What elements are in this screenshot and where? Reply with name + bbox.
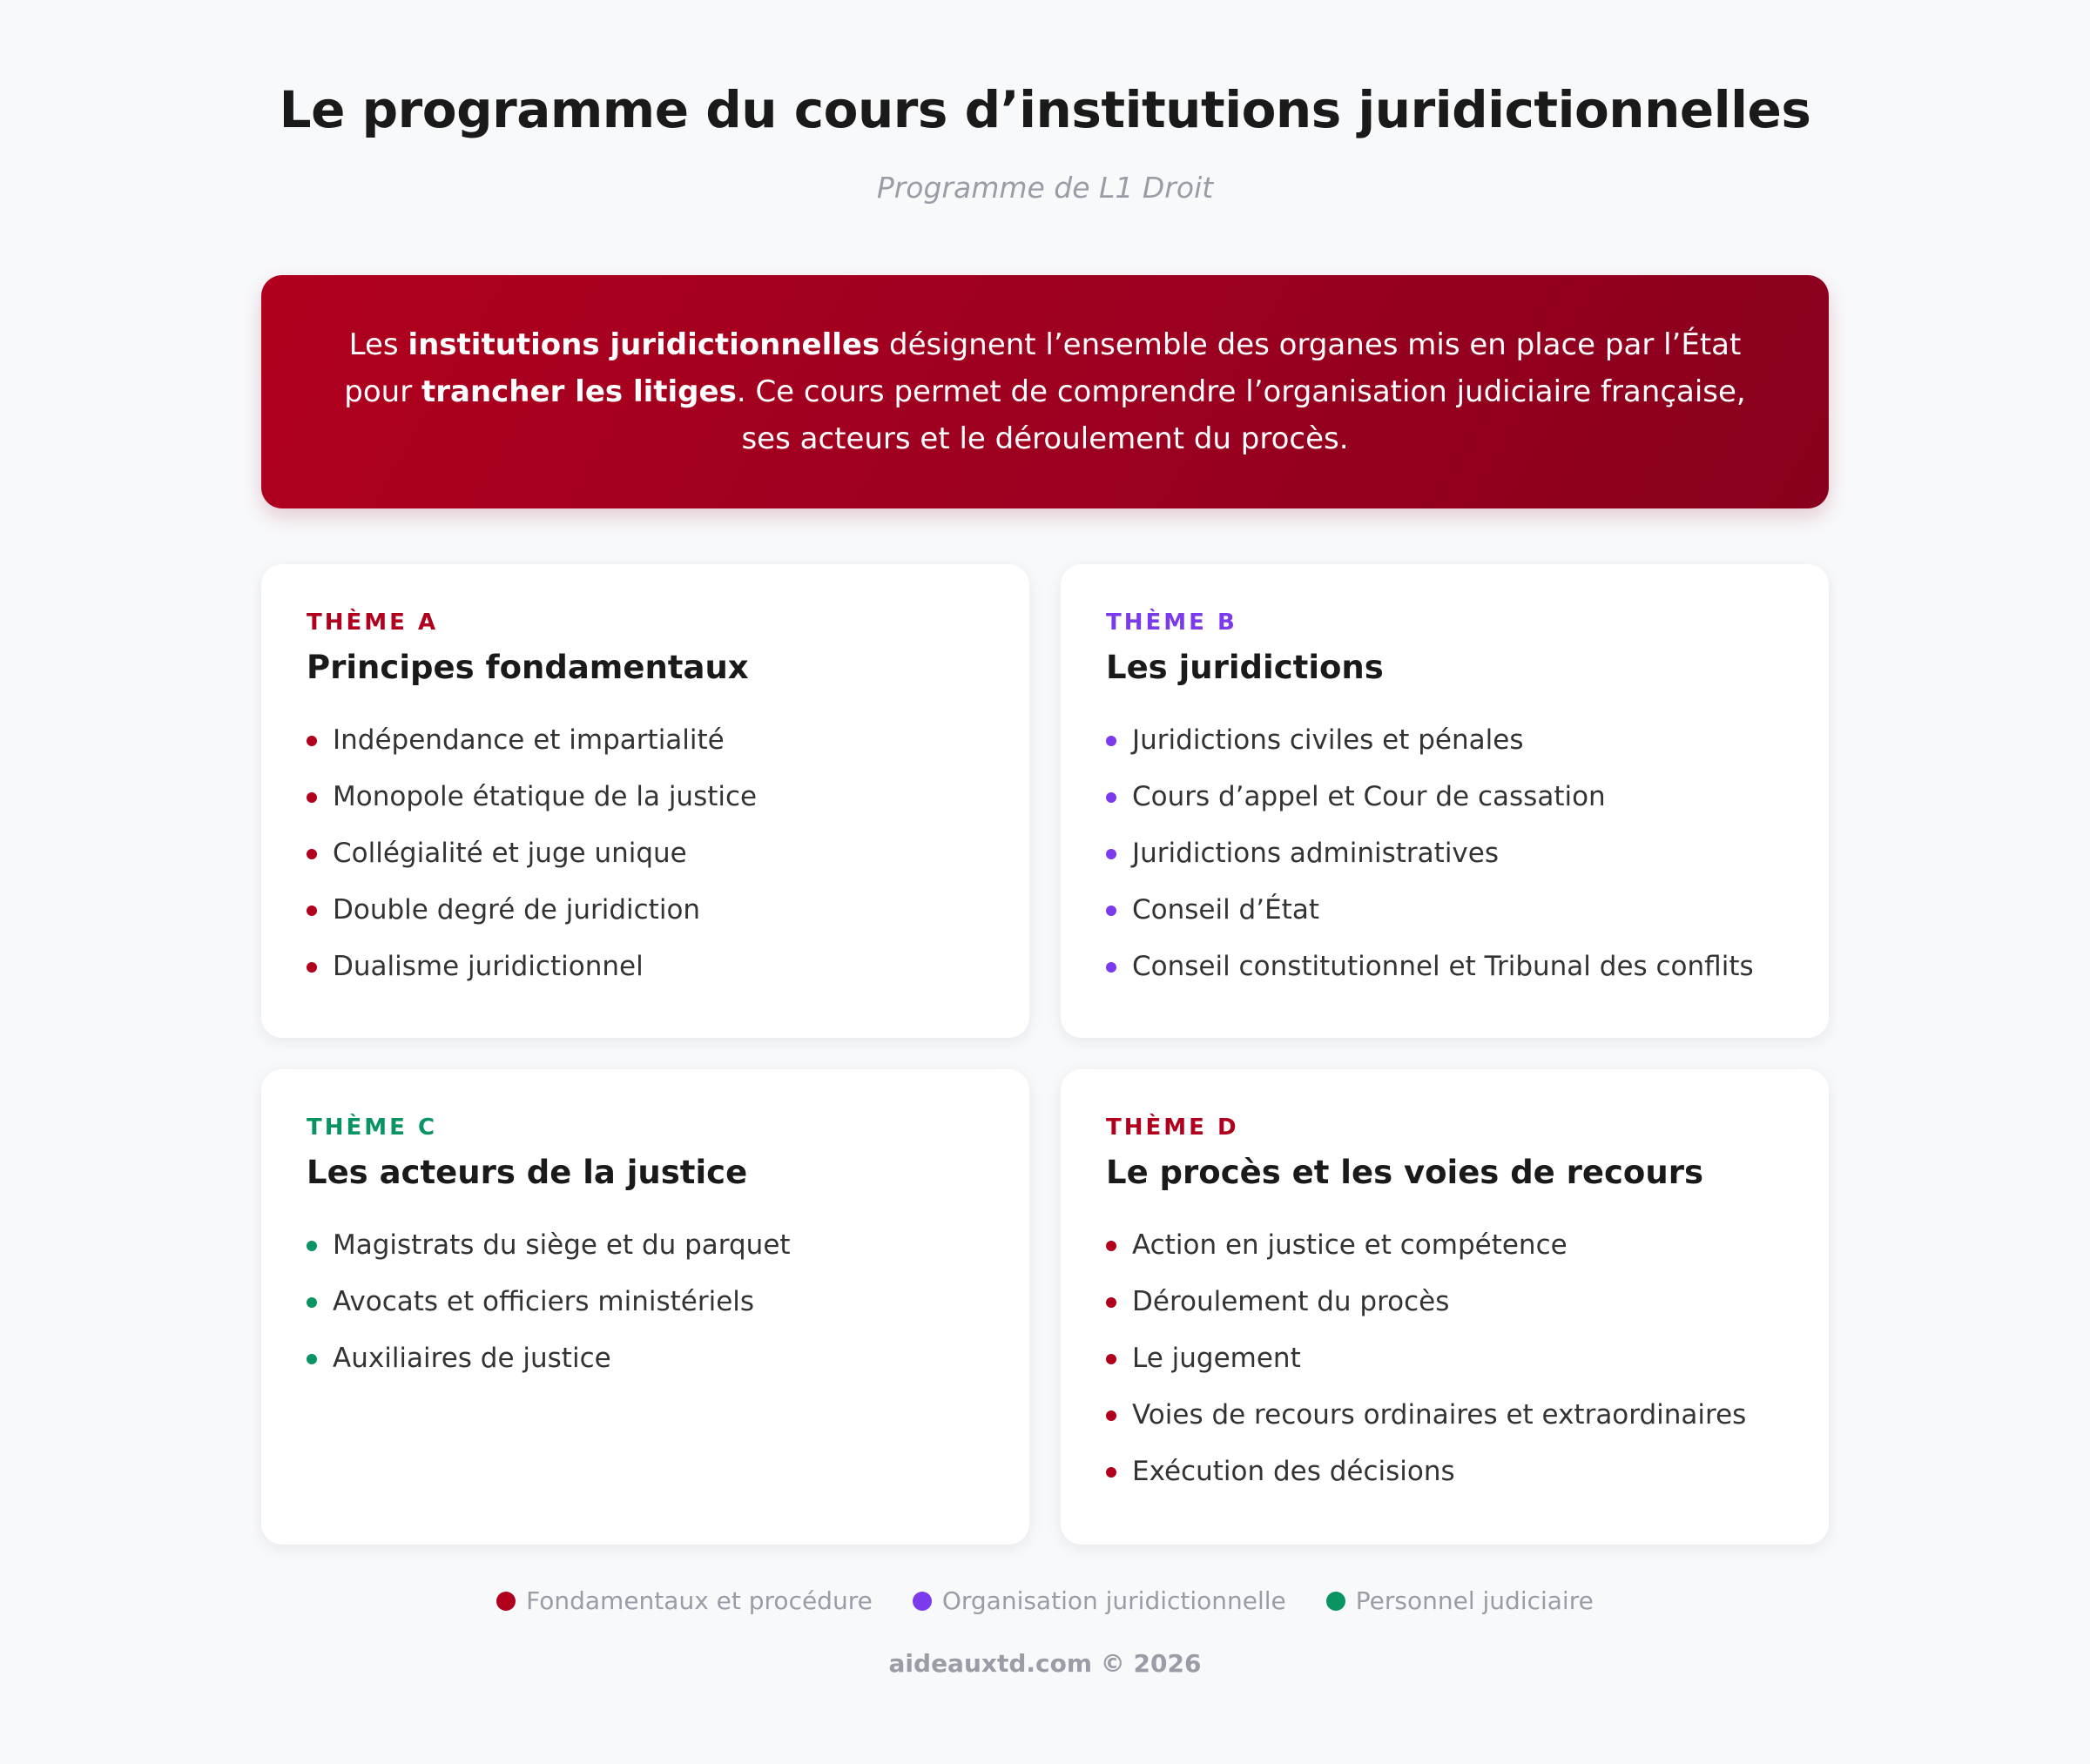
intro-bold-term: institutions juridictionnelles	[408, 327, 880, 362]
theme-title: Principes fondamentaux	[307, 649, 749, 686]
theme-label: THÈME B	[1106, 609, 1237, 636]
intro-text-part: Les	[348, 327, 408, 362]
theme-label: THÈME C	[307, 1114, 438, 1141]
list-item-text: Indépendance et impartialité	[333, 724, 725, 756]
theme-title: Les juridictions	[1106, 649, 1384, 686]
page-subtitle: Programme de L1 Droit	[876, 171, 1214, 205]
theme-item-list	[1106, 1217, 1783, 1500]
list-item	[1106, 1444, 1783, 1500]
list-item	[1106, 939, 1783, 995]
theme-card-a	[261, 564, 1029, 1038]
bullet-dot-icon	[1106, 849, 1116, 859]
bullet-dot-icon	[1106, 1354, 1116, 1364]
list-item-text: Déroulement du procès	[1132, 1286, 1450, 1317]
bullet-dot-icon	[1106, 1297, 1116, 1308]
list-item	[307, 712, 984, 769]
bullet-dot-icon	[307, 736, 317, 746]
bullet-dot-icon	[1106, 906, 1116, 916]
bullet-dot-icon	[307, 906, 317, 916]
intro-text-part: désignent l’ensemble des organes mis en place par l’État pour	[344, 327, 1742, 409]
list-item-text: Conseil d’État	[1132, 894, 1319, 926]
theme-item-list	[307, 712, 984, 995]
bullet-dot-icon	[1106, 792, 1116, 803]
list-item-text: Le jugement	[1132, 1343, 1301, 1374]
bullet-dot-icon	[307, 792, 317, 803]
bullet-dot-icon	[307, 849, 317, 859]
legend-label: Personnel judiciaire	[1355, 1586, 1594, 1615]
list-item	[1106, 1217, 1783, 1274]
list-item-text: Avocats et officiers ministériels	[333, 1286, 755, 1317]
bullet-dot-icon	[1106, 1467, 1116, 1478]
list-item-text: Conseil constitutionnel et Tribunal des conflits	[1132, 951, 1754, 982]
footer-credit: aideauxtd.com © 2026	[888, 1649, 1202, 1678]
theme-card-d	[1061, 1069, 1829, 1545]
bullet-dot-icon	[1106, 1241, 1116, 1251]
bullet-dot-icon	[1106, 736, 1116, 746]
legend-dot-icon	[1326, 1592, 1345, 1611]
list-item	[307, 825, 984, 882]
bullet-dot-icon	[307, 1354, 317, 1364]
legend-label: Organisation juridictionnelle	[941, 1586, 1286, 1615]
list-item-text: Juridictions civiles et pénales	[1132, 724, 1524, 756]
theme-item-list	[1106, 712, 1783, 995]
list-item	[1106, 825, 1783, 882]
intro-text-part: . Ce cours permet de comprendre l’organisation judiciaire française, ses acteurs et le déroulement du procès.	[736, 374, 1746, 456]
list-item	[307, 1274, 984, 1330]
legend-item	[496, 1586, 873, 1615]
list-item	[307, 769, 984, 825]
legend-dot-icon	[496, 1592, 516, 1611]
theme-title: Les acteurs de la justice	[307, 1154, 748, 1191]
list-item-text: Exécution des décisions	[1132, 1456, 1455, 1487]
legend-label: Fondamentaux et procédure	[526, 1586, 873, 1615]
list-item-text: Dualisme juridictionnel	[333, 951, 644, 982]
intro-text	[331, 321, 1759, 462]
page-title: Le programme du cours d’institutions juridictionnelles	[279, 80, 1811, 139]
legend-dot-icon	[913, 1592, 932, 1611]
bullet-dot-icon	[307, 962, 317, 973]
theme-label: THÈME A	[307, 609, 439, 636]
legend-item	[1326, 1586, 1594, 1615]
list-item	[1106, 1387, 1783, 1444]
list-item-text: Magistrats du siège et du parquet	[333, 1229, 791, 1261]
theme-label: THÈME D	[1106, 1114, 1239, 1141]
bullet-dot-icon	[1106, 1411, 1116, 1421]
list-item	[1106, 712, 1783, 769]
list-item	[1106, 1330, 1783, 1387]
intro-banner	[261, 275, 1829, 508]
bullet-dot-icon	[307, 1297, 317, 1308]
list-item-text: Monopole étatique de la justice	[333, 781, 758, 812]
bullet-dot-icon	[1106, 962, 1116, 973]
list-item-text: Cours d’appel et Cour de cassation	[1132, 781, 1606, 812]
theme-item-list	[307, 1217, 984, 1387]
list-item	[1106, 882, 1783, 939]
intro-bold-term: trancher les litiges	[421, 374, 737, 409]
list-item	[307, 882, 984, 939]
list-item	[1106, 1274, 1783, 1330]
theme-title: Le procès et les voies de recours	[1106, 1154, 1703, 1191]
list-item-text: Action en justice et compétence	[1132, 1229, 1568, 1261]
legend	[0, 1586, 2090, 1615]
list-item-text: Voies de recours ordinaires et extraordinaires	[1132, 1399, 1747, 1431]
legend-item	[913, 1586, 1286, 1615]
list-item-text: Juridictions administratives	[1132, 838, 1499, 869]
list-item	[1106, 769, 1783, 825]
list-item	[307, 1330, 984, 1387]
bullet-dot-icon	[307, 1241, 317, 1251]
theme-card-c	[261, 1069, 1029, 1545]
list-item-text: Collégialité et juge unique	[333, 838, 687, 869]
theme-card-b	[1061, 564, 1829, 1038]
list-item	[307, 1217, 984, 1274]
list-item	[307, 939, 984, 995]
list-item-text: Double degré de juridiction	[333, 894, 701, 926]
list-item-text: Auxiliaires de justice	[333, 1343, 611, 1374]
